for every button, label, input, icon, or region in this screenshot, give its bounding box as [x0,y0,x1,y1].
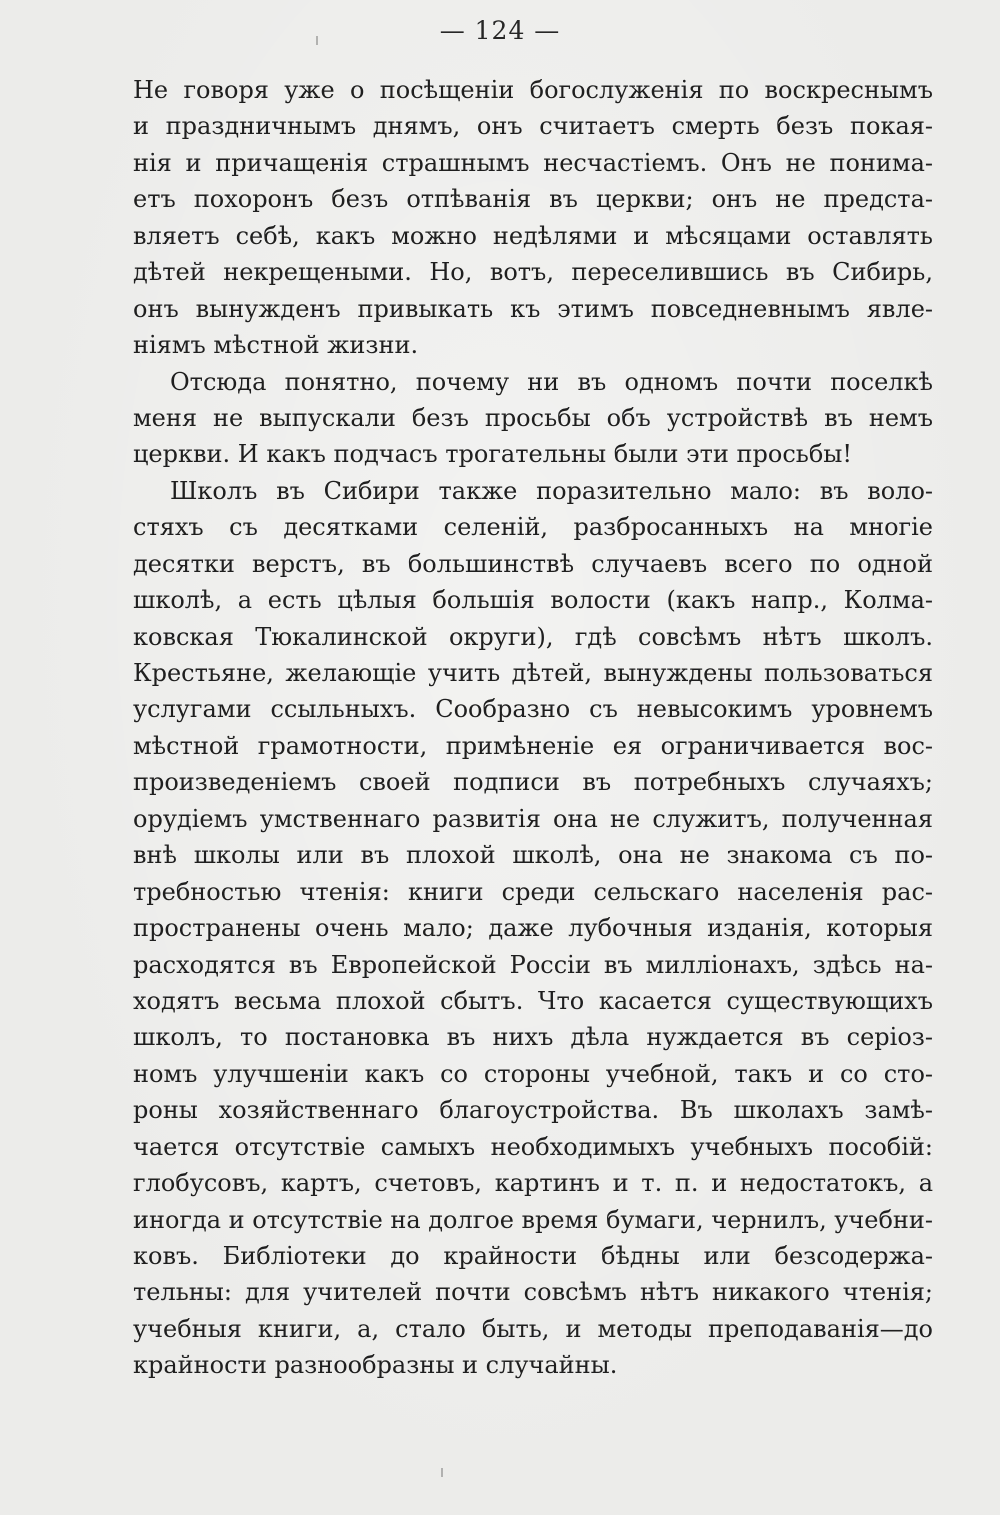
text-line: иногда и отсутствіе на долгое время бумаги, чернилъ, учебни- [133,1205,933,1234]
text-line: ковъ. Библіотеки до крайности бѣдны или безсодержа- [133,1242,933,1270]
text-line: ніямъ мѣстной жизни. [133,331,419,360]
text-line: тельны: для учителей почти совсѣмъ нѣтъ никакого чтенія; [133,1278,933,1307]
body-text [133,72,933,1384]
page-number: — 124 — [439,16,561,45]
text-line: внѣ школы или въ плохой школѣ, она не знакома съ по- [133,841,933,870]
text-line: школѣ, а есть цѣлыя большія волости (какъ напр., Колма- [133,586,933,615]
text-line: учебныя книги, а, стало быть, и методы преподаванія—до [133,1314,933,1343]
text-line: требностью чтенія: книги среди сельскаго населенія рас- [133,877,933,906]
text-line: крайности разнообразны и случайны. [133,1351,618,1380]
text-line: номъ улучшеніи какъ со стороны учебной, такъ и со сто- [133,1059,933,1088]
text-line: Не говоря уже о посѣщеніи богослуженія по воскреснымъ [133,76,933,104]
text-line: школъ, то постановка въ нихъ дѣла нуждается въ серіоз- [133,1023,933,1052]
print-mark [441,1468,443,1477]
text-line: меня не выпускали безъ просьбы объ устройствѣ въ немъ [133,403,933,432]
text-line: расходятся въ Европейской Россіи въ милліонахъ, здѣсь на- [133,950,933,979]
text-line: дѣтей некрещеными. Но, вотъ, переселившись въ Сибирь, [133,258,933,287]
paragraph [133,72,933,364]
text-line: Отсюда понятно, почему ни въ одномъ почти поселкѣ [170,367,933,396]
text-line: услугами ссыльныхъ. Сообразно съ невысокимъ уровнемъ [133,695,933,724]
text-line: ходятъ весьма плохой сбытъ. Что касается существующихъ [133,986,933,1015]
text-line: нія и причащенія страшнымъ несчастіемъ. Онъ не понима- [133,148,933,177]
paragraph [133,364,933,473]
text-line: церкви. И какъ подчасъ трогательны были эти просьбы! [133,440,853,469]
text-line: мѣстной грамотности, примѣненіе ея ограничивается вос- [133,731,933,760]
text-line: глобусовъ, картъ, счетовъ, картинъ и т. п. и недостатокъ, а [133,1169,933,1198]
text-line: вляетъ себѣ, какъ можно недѣлями и мѣсяцами оставлять [133,221,933,250]
text-line: роны хозяйственнаго благоустройства. Въ школахъ замѣ- [133,1096,933,1125]
text-line: ковская Тюкалинской округи), гдѣ совсѣмъ нѣтъ школъ. [133,622,933,651]
text-line: Школъ въ Сибири также поразительно мало: въ воло- [170,476,933,505]
text-line: десятки верстъ, въ большинствѣ случаевъ всего по одной [133,549,933,578]
text-line: етъ похоронъ безъ отпѣванія въ церкви; онъ не предста- [133,185,933,214]
text-line: и праздничнымъ днямъ, онъ считаетъ смерть безъ покая- [133,112,933,141]
text-line: чается отсутствіе самыхъ необходимыхъ учебныхъ пособій: [133,1132,933,1161]
text-line: онъ вынужденъ привыкать къ этимъ повседневнымъ явле- [133,294,933,323]
text-line: Крестьяне, желающіе учить дѣтей, вынуждены пользоваться [133,659,933,687]
paragraph [133,473,933,1384]
text-line: орудіемъ умственнаго развитія она не служитъ, полученная [133,804,933,833]
text-line: стяхъ съ десятками селеній, разбросанныхъ на многіе [133,513,933,542]
text-line: пространены очень мало; даже лубочныя изданія, которыя [133,914,933,943]
print-mark [316,36,318,45]
text-line: произведеніемъ своей подписи въ потребныхъ случаяхъ; [133,768,933,797]
